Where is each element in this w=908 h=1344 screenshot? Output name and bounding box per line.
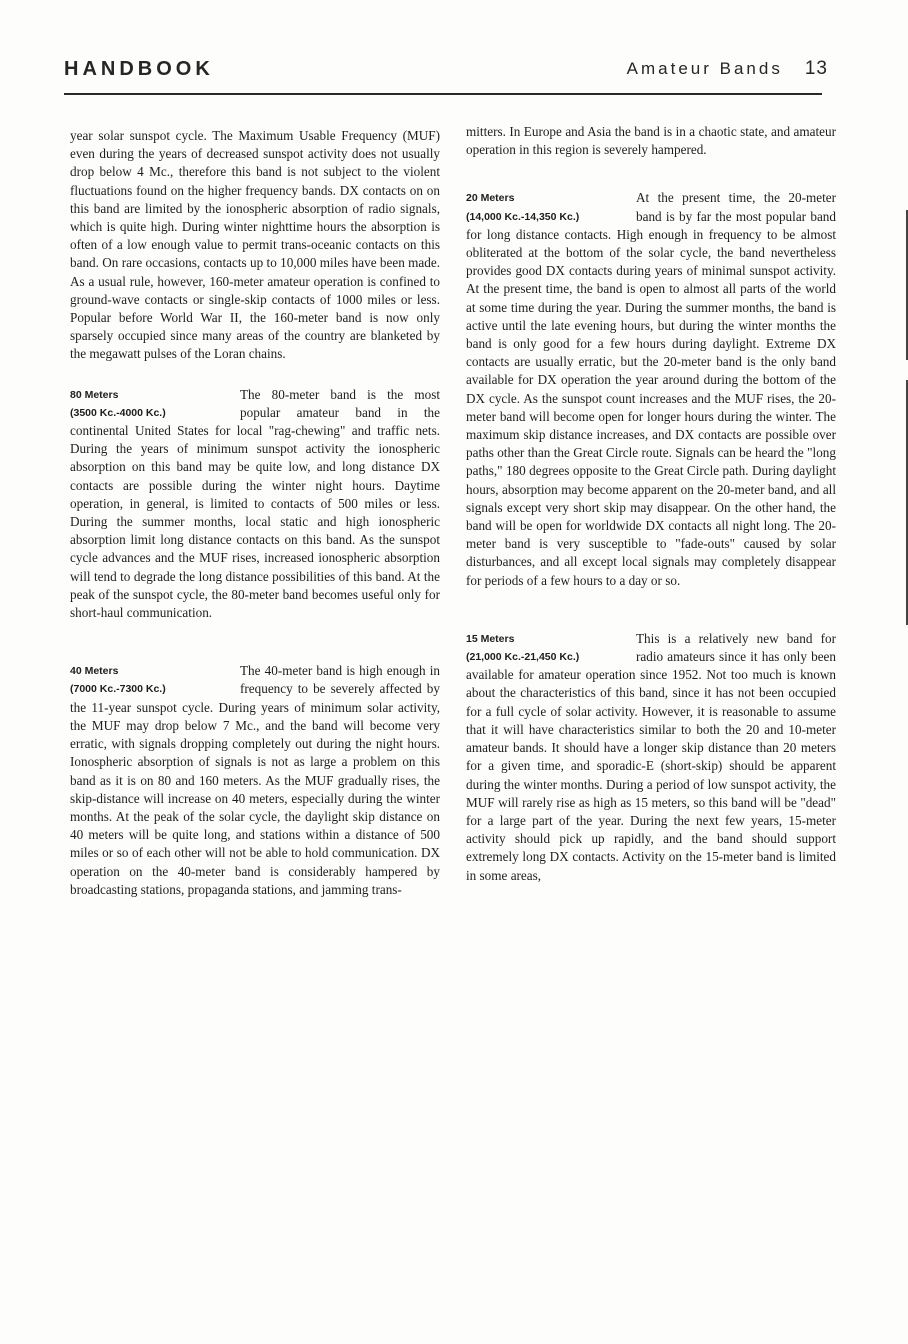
intro-paragraph: mitters. In Europe and Asia the band is in a chaotic state, and amateur operation in this region is severely hampered. bbox=[466, 124, 836, 158]
intro-paragraph: year solar sunspot cycle. The Maximum Usable Frequency (MUF) even during the years of decreased sunspot activity does not usually drop below 4 Mc., therefore this band is not subject to the violent fluctuations found on the higher frequency bands. DX contacts on on this band are limited by the ionospheric absorption of radio signals, which is quite high. During winter nighttime hours the absorption is often of a low enough value to permit trans-oceanic contacts on this band. On rare occasions, contacts up to 10,000 miles have been made. As a usual rule, however, 160-meter amateur operation is confined to ground-wave contacts or single-skip contacts of 1000 miles or less. Popular before World War II, the 160-meter band is now only sparsely occupied since many areas of the country are blanketed by the megawatt pulses of the Loran chains. bbox=[70, 128, 440, 362]
running-head-chapter bbox=[627, 58, 828, 80]
section-label bbox=[70, 662, 240, 698]
section-heading: 20 Meters bbox=[466, 192, 515, 205]
section-label bbox=[70, 386, 240, 422]
header-rule bbox=[64, 93, 822, 95]
section-20-meters bbox=[466, 189, 836, 589]
section-frequency-range: (14,000 Kc.-14,350 Kc.) bbox=[466, 210, 580, 223]
section-body: The 80-meter band is the most popular amateur band in the continental United States for local "rag-chewing" and traffic nets. During the years of minimum sunspot activity the ionospheric absorption on this band may be quite low, and long distance DX contacts are possible during the winter night hours. Daytime operation, in general, is limited to contacts of 500 miles or less. During the summer months, local static and high ionospheric absorption limit long distance contacts on this band. As the sunspot cycle advances and the MUF rises, increased ionospheric absorption will tend to degrade the long distance possibilities of this band. At the peak of the sunspot cycle, the 80-meter band becomes useful only for short-haul communication. bbox=[70, 386, 440, 621]
section-80-meters bbox=[70, 386, 440, 623]
section-frequency-range: (7000 Kc.-7300 Kc.) bbox=[70, 683, 166, 696]
left-column bbox=[70, 127, 440, 899]
section-label bbox=[466, 189, 636, 225]
section-frequency-range: (3500 Kc.-4000 Kc.) bbox=[70, 406, 166, 419]
running-head-title: HANDBOOK bbox=[64, 58, 214, 80]
page-number: 13 bbox=[804, 58, 828, 79]
section-heading: 15 Meters bbox=[466, 632, 515, 645]
section-label bbox=[466, 630, 636, 666]
section-heading: 40 Meters bbox=[70, 665, 119, 678]
section-body: The 40-meter band is high enough in frequency to be severely affected by the 11-year sunspot cycle. During years of minimum solar activity, the MUF may drop below 7 Mc., and the band will become very erratic, with signals dropping completely out during the night hours. Ionospheric absorption of signals is not as large a problem on this band as it is on 80 and 160 meters. As the MUF gradually rises, the skip-distance will increase on 40 meters, especially during the winter months. At the peak of the solar cycle, the daylight skip distance on 40 meters will be quite long, and stations within a distance of 500 miles or so of each other will not be able to hold communication. DX operation on the 40-meter band is considerably hampered by broadcasting stations, propaganda stations, and jamming trans- bbox=[70, 663, 440, 897]
section-body: At the present time, the 20-meter band is by far the most popular band for long distance contacts. High enough in frequency to be almost obliterated at the bottom of the solar cycle, the band nevertheless provides good DX contacts during years of minimal sunspot activity. At the present time, the band is open to almost all parts of the world at some time during the year. During the summer months, the band is active until the late evening hours, but during the winter months the band is only good for a few hours during daylight. Extreme DX contacts are usually erratic, but the 20-meter band is the only band available for DX operation the year around during the bottom of the DX cycle. As the sunspot count increases and the MUF rises, the 20-meter band will become open for longer hours during the winter. The maximum skip distance increases, and DX contacts are possible over paths other than the Great Circle route. Signals can be heard the "long paths," 180 degrees opposite to the Great Circle path. During daylight hours, absorption may become apparent on the 20-meter band, and all signals except very short skip may disappear. On the other hand, the band will be open for worldwide DX contacts all night long. The 20-meter band is very susceptible to "fade-outs" caused by solar disturbances, and all except local signals may completely disappear for periods of a few hours to a day or so. bbox=[466, 190, 836, 588]
section-15-meters bbox=[466, 630, 836, 885]
section-body: This is a relatively new band for radio amateurs since it has only been available for amateur operation since 1952. Not too much is known about the characteristics of this band, since it has not been occupied for a full cycle of solar activity. However, it is reasonable to assume that it will have characteristics similar to both the 20 and 10-meter amateur bands. It should have a longer skip distance than 20 meters for a given time, and sporadic-E (short-skip) should be apparent during the winter months. During a period of low sunspot activity, the MUF will rarely rise as high as 15 meters, so this band will be "dead" for a large part of the year. During the next few years, 15-meter activity should pick up rapidly, and the band should support extremely long DX contacts. Activity on the 15-meter band is limited in some areas, bbox=[466, 630, 836, 883]
section-heading: 80 Meters bbox=[70, 388, 119, 401]
right-column bbox=[466, 123, 836, 885]
section-frequency-range: (21,000 Kc.-21,450 Kc.) bbox=[466, 651, 580, 664]
chapter-title: Amateur Bands bbox=[626, 59, 783, 78]
section-40-meters bbox=[70, 662, 440, 899]
